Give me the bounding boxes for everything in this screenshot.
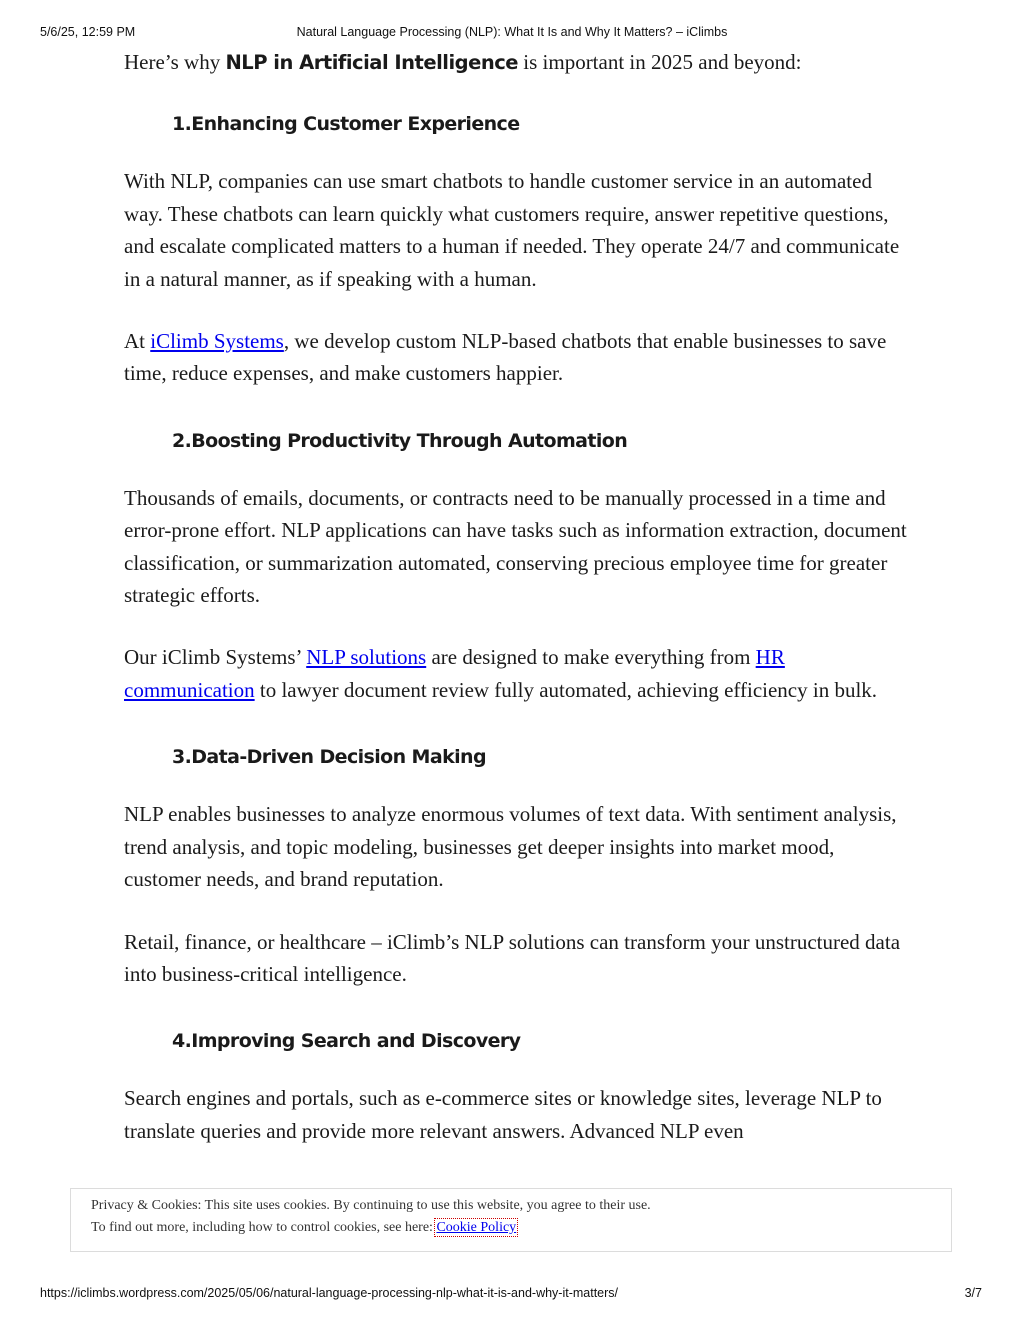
print-page-number: 3/7 [964,1286,982,1300]
paragraph: NLP enables businesses to analyze enormous volumes of text data. With sentiment analysis, trend analysis, and topic modeling, businesses get deeper insights into market mood, customer needs, and brand reputation. [124,802,897,892]
cookie-banner [70,1188,952,1252]
iclimb-systems-link[interactable]: iClimb Systems [150,329,284,354]
paragraph [124,641,914,706]
section-number: 3. [172,746,192,769]
paragraph-text: are designed to make everything from [426,645,756,670]
cookie-banner-text: Privacy & Cookies: This site uses cookies. By continuing to use this website, you agree to their use. [91,1198,651,1213]
nlp-solutions-link[interactable]: NLP solutions [306,645,427,670]
intro-text: Here’s why [124,50,226,74]
print-url: https://iclimbs.wordpress.com/2025/05/06/natural-language-processing-nlp-what-it-is-and-why-it-matters/ [40,1286,619,1300]
paragraph: With NLP, companies can use smart chatbots to handle customer service in an automated way. These chatbots can learn quickly what customers require, answer repetitive questions, and escalate complicated matters to a human if needed. They operate 24/7 and communicate in a natural manner, as if speaking with a human. [124,169,900,291]
paragraph-text: At [124,329,151,354]
section-number: 4. [172,1030,192,1053]
paragraph: Retail, finance, or healthcare – iClimb’s NLP solutions can transform your unstructured data into business-critical intelligence. [124,929,901,986]
section-heading-text: Boosting Productivity Through Automation [191,429,628,452]
print-date: 5/6/25, 12:59 PM [40,25,136,39]
section-heading-4 [124,1030,914,1052]
paragraph: Thousands of emails, documents, or contracts need to be manually processed in a time and error-prone effort. NLP applications can have tasks such as information extraction, document classification, or summarization automated, conserving precious employee time for greater strategic efforts. [124,485,907,608]
paragraph-text: Our iClimb Systems’ [124,645,307,670]
section-heading-1 [124,113,914,135]
article-body [124,46,914,1147]
section-number: 2. [172,429,192,452]
section-heading-text: Improving Search and Discovery [191,1030,521,1053]
paragraph: Search engines and portals, such as e-commerce sites or knowledge sites, leverage NLP to translate queries and provide more relevant answers. Advanced NLP even [124,1086,882,1143]
section-heading-text: Data-Driven Decision Making [191,746,486,769]
intro-text-end: is important in 2025 and beyond: [518,50,802,74]
section-number: 1. [172,113,192,136]
section-heading-text: Enhancing Customer Experience [191,113,520,136]
cookie-policy-link[interactable]: Cookie Policy [436,1220,517,1235]
paragraph-text: to lawyer document review fully automated, achieving efficiency in bulk. [254,677,878,702]
paragraph [124,325,914,390]
intro-bold: NLP in Artificial Intelligence [225,51,519,74]
section-heading-2 [124,430,914,452]
cookie-banner-more-text: To find out more, including how to control cookies, see here: [91,1220,437,1235]
cookie-banner-more [91,1220,516,1236]
paragraph-text: , we develop custom NLP-based chatbots that enable businesses to save time, reduce expenses, and make customers happier. [124,329,887,386]
intro-paragraph [124,46,914,79]
section-heading-3 [124,746,914,768]
print-page-title: Natural Language Processing (NLP): What It Is and Why It Matters? – iClimbs [296,25,728,39]
hr-communication-link[interactable]: HR communication [124,645,785,702]
